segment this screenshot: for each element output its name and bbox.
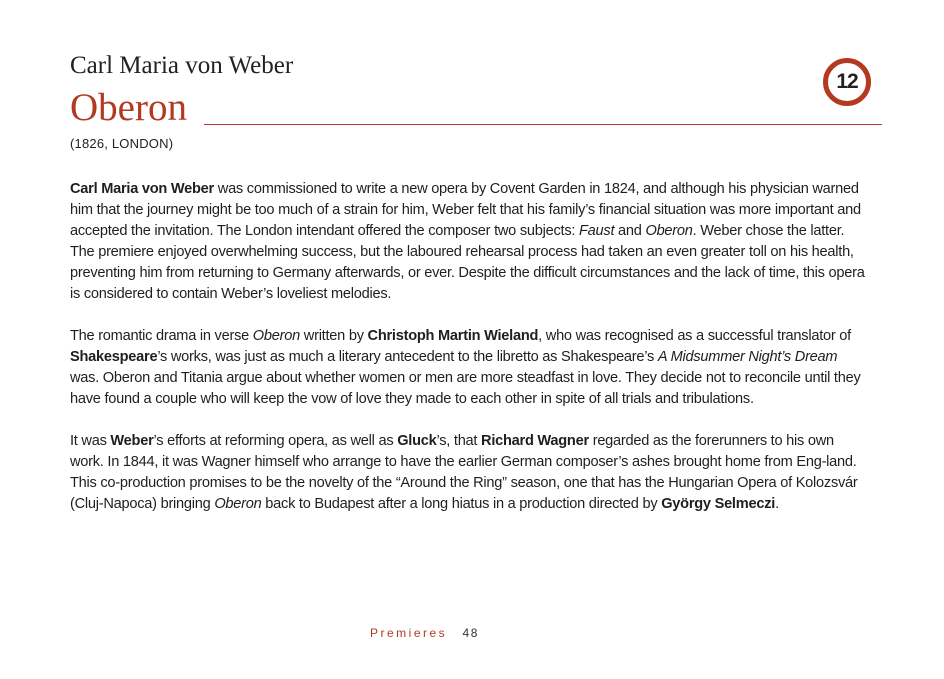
emphasis-bold: Gluck <box>397 433 437 449</box>
premiere-subtitle: (1826, LONDON) <box>70 136 174 151</box>
text-run: . Weber chose the latter. The premiere enjoyed overwhelming success, but the laboured rehearsal process had taken an even greater toll on his health, preventing him from returning to Germany afterwards, or ever. Despite the difficult circumstances and the lack of time, this opera is considered to contain Weber’s loveliest melodies. <box>70 223 865 302</box>
article-body <box>70 179 870 536</box>
emphasis-italic: Faust <box>579 223 615 239</box>
text-run: ’s efforts at reforming opera, as well as <box>153 433 398 449</box>
text-run: was commissioned to write a new opera by Covent Garden in 1824, and although his physician warned him that the journey might be too much of a strain for him, Weber felt that his family’s financial situation was more important and accepted the invitation. The London intendant offered the composer two subjects: <box>70 181 861 239</box>
emphasis-bold: Christoph Martin Wieland <box>367 328 539 344</box>
emphasis-bold: Richard Wagner <box>481 433 589 449</box>
emphasis-bold: Weber <box>110 433 154 449</box>
emphasis-italic: A Midsummer Night’s Dream <box>657 349 838 365</box>
text-run: and <box>614 223 646 239</box>
emphasis-italic: Oberon <box>214 496 262 512</box>
emphasis-italic: Oberon <box>252 328 300 344</box>
text-run: was. Oberon and Titania argue about whether women or men are more steadfast in love. They decide not to reconcile until they have found a couple who will keep the vow of love they made to each other in spite of all trials and tribulations. <box>70 370 861 407</box>
paragraph-1 <box>70 179 870 305</box>
footer-page-number: 48 <box>462 626 479 640</box>
footer-section-label: Premieres <box>370 626 448 640</box>
page-footer <box>370 626 479 640</box>
emphasis-italic: Oberon <box>645 223 693 239</box>
text-run: The romantic drama in verse <box>70 328 253 344</box>
paragraph-3 <box>70 431 870 515</box>
title-rule <box>204 124 882 125</box>
text-run: , who was recognised as a successful translator of <box>538 328 851 344</box>
title-row <box>70 88 882 128</box>
opera-title: Oberon <box>70 86 187 129</box>
emphasis-bold: György Selmeczi <box>661 496 776 512</box>
text-run: ’s, that <box>436 433 482 449</box>
text-run: It was <box>70 433 111 449</box>
text-run: . <box>775 496 779 512</box>
emphasis-bold: Carl Maria von Weber <box>70 181 214 197</box>
emphasis-bold: Shakespeare <box>70 349 158 365</box>
paragraph-2 <box>70 326 870 410</box>
text-run: back to Budapest after a long hiatus in a production directed by <box>261 496 662 512</box>
text-run: written by <box>299 328 368 344</box>
text-run: regarded as the forerunners to his own work. In 1844, it was Wagner himself who arrange to have the earlier German composer’s ashes brought home from Eng-land. This co-production promises to be the novelty of the “Around the Ring” season, one that has the Hungarian Opera of Kolozsvár (Cluj-Napoca) bringing <box>70 433 858 512</box>
composer-name: Carl Maria von Weber <box>70 52 294 79</box>
section-number-badge <box>823 58 871 106</box>
text-run: ’s works, was just as much a literary antecedent to the libretto as Shakespeare’s <box>157 349 658 365</box>
badge-number: 12 <box>836 70 858 93</box>
